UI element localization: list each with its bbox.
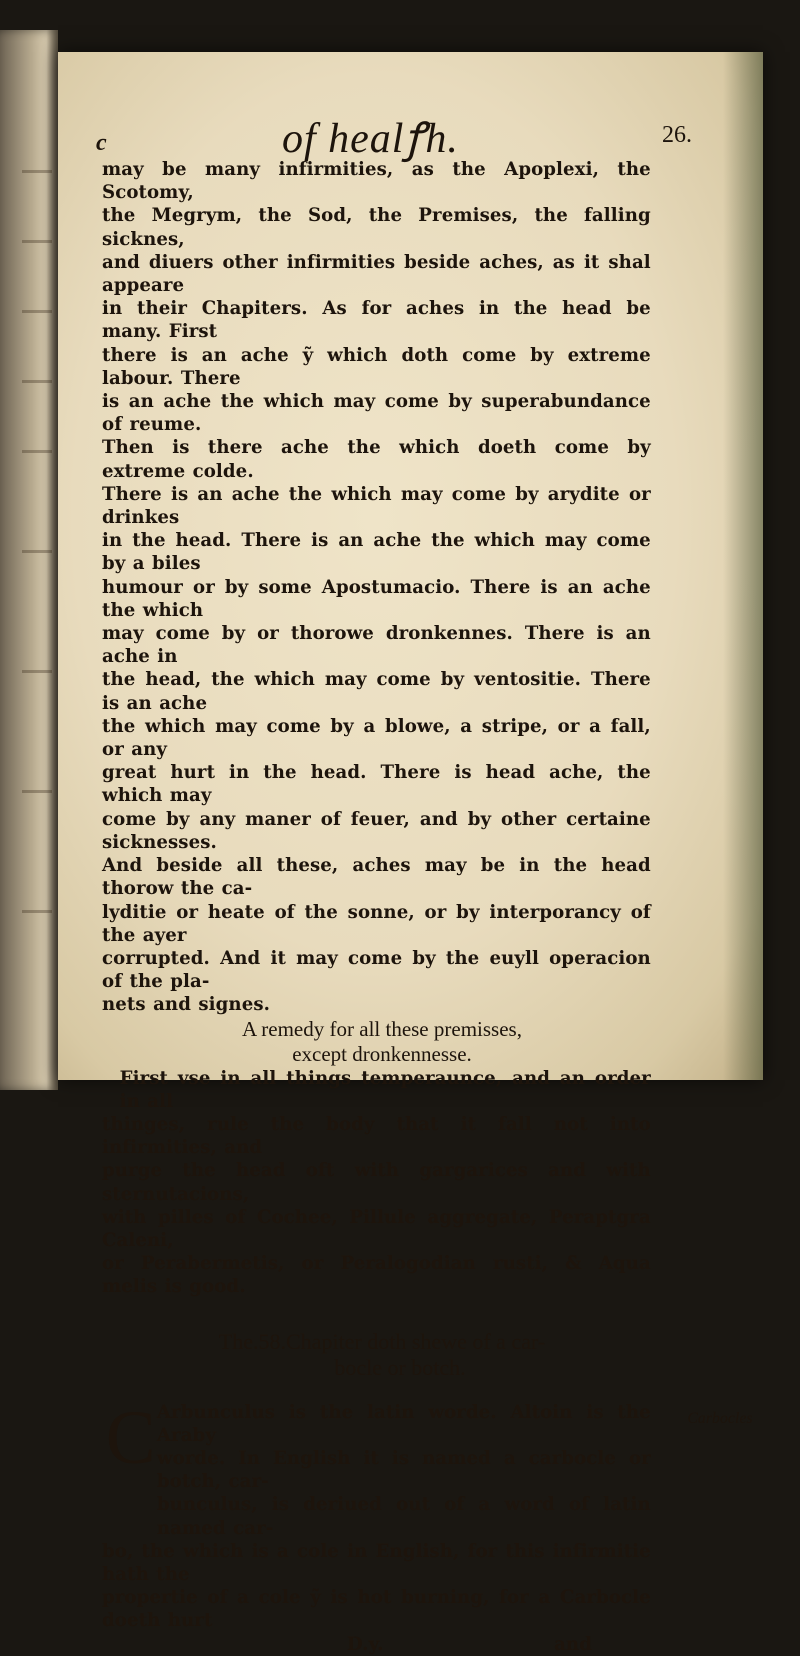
heading-line: bocle or botch. [334, 1354, 466, 1380]
text-line: there is an ache ỹ which doth come by extreme labour. There [102, 344, 651, 389]
margin-note: Carbocles [687, 1409, 753, 1427]
text-line: in their Chapiters. As for aches in the head be many. First [102, 298, 651, 343]
chapter-heading [102, 1329, 662, 1381]
bleed-mark [22, 550, 52, 553]
signature-mark: D.y. [347, 1633, 384, 1655]
text-line: worde. In English it is named a carbocle or botch, car- [156, 1447, 651, 1493]
page-edge-shadow [723, 52, 763, 1080]
text-line: with pilles of Cochee, Pillule aggregate, Peraptgra Caleni, [102, 1206, 651, 1251]
running-header [96, 108, 692, 162]
text-line: is an ache the which may come by superabundance of reume. [102, 391, 651, 436]
text-line: Arbunculus is the latin worde. Altoin is the Araby [156, 1401, 651, 1446]
text-line: may be many infirmities, as the Apoplexi, the Scotomy, [102, 159, 651, 204]
text-line: come by any maner of feuer, and by other certaine sicknesses. [102, 808, 651, 853]
text-line: Then is there ache the which doeth come by extreme colde. [102, 437, 651, 482]
text-line: bo, the which is a cole in English, for this infirmitie hath the [102, 1540, 651, 1585]
bleed-mark [22, 910, 52, 913]
text-line: thinges, rule the body that it fall not into infirmities, and [102, 1113, 651, 1159]
page-text [96, 108, 753, 1656]
bleed-mark [22, 380, 52, 383]
paragraph-remedy [102, 1067, 651, 1299]
running-title: of healꝭh. [282, 116, 459, 162]
text-line: propertie of a cole ỹ is hot burning, for a Carbocle doeth hurt [102, 1587, 651, 1632]
catchword: and [554, 1633, 592, 1655]
text-line: the which may come by a blowe, a stripe, or a fall, or any [102, 715, 651, 761]
text-line: lyditie or heate of the sonne, or by interporancy of the ayer [102, 901, 651, 946]
bleed-mark [22, 450, 52, 453]
remedy-heading [102, 1017, 662, 1067]
text-line: may come by or thorowe dronkennes. There is an ache in [102, 623, 651, 668]
bleed-mark [22, 670, 52, 673]
text-line: humour or by some Apostumacio. There is an ache the which [102, 576, 651, 621]
text-line: And beside all these, aches may be in the head thorow the ca- [102, 855, 651, 900]
heading-line: The.58.Chapiter doth shewe of a car- [218, 1328, 546, 1354]
text-line: great hurt in the head. There is head ache, the which may [102, 762, 651, 807]
bleed-mark [22, 240, 52, 243]
page-number: 26. [662, 122, 692, 148]
text-line: the head, the which may come by ventositie. There is an ache [102, 669, 651, 714]
text-line: in the head. There is an ache the which may come by a biles [102, 530, 651, 575]
text-line: purge the head oft with gargarices and with sternutacions, [102, 1160, 651, 1205]
paragraph-aches [102, 158, 651, 1017]
drop-capital: C [105, 1395, 156, 1480]
bleed-mark [22, 170, 52, 173]
text-line: There is an ache the which may come by arydite or drinkes [102, 483, 651, 529]
text-line: and diuers other infirmities beside aches, as it shal appeare [102, 251, 651, 297]
facing-page-edge [0, 30, 58, 1090]
paragraph-carbocle [102, 1395, 753, 1656]
text-line: bunculus, is deriued out of a word of latin named car- [156, 1494, 651, 1539]
text-line: First vse in all things temperaunce, and an order in all [119, 1067, 651, 1112]
signature-line [102, 1633, 651, 1656]
heading-line: A remedy for all these premisses, [242, 1016, 522, 1041]
text-line: or Perabermetis, or Peralogodian rusti, & Aqua melis is good. [102, 1253, 651, 1298]
heading-line: except dronkennesse. [292, 1041, 472, 1066]
text-line: nets and signes. [102, 994, 271, 1016]
bleed-mark [22, 310, 52, 313]
header-mark: c [96, 130, 107, 156]
bleed-mark [22, 790, 52, 793]
text-line: the Megrym, the Sod, the Premises, the falling sicknes, [102, 205, 651, 250]
text-line: corrupted. And it may come by the euyll operacion of the pla- [102, 947, 651, 993]
